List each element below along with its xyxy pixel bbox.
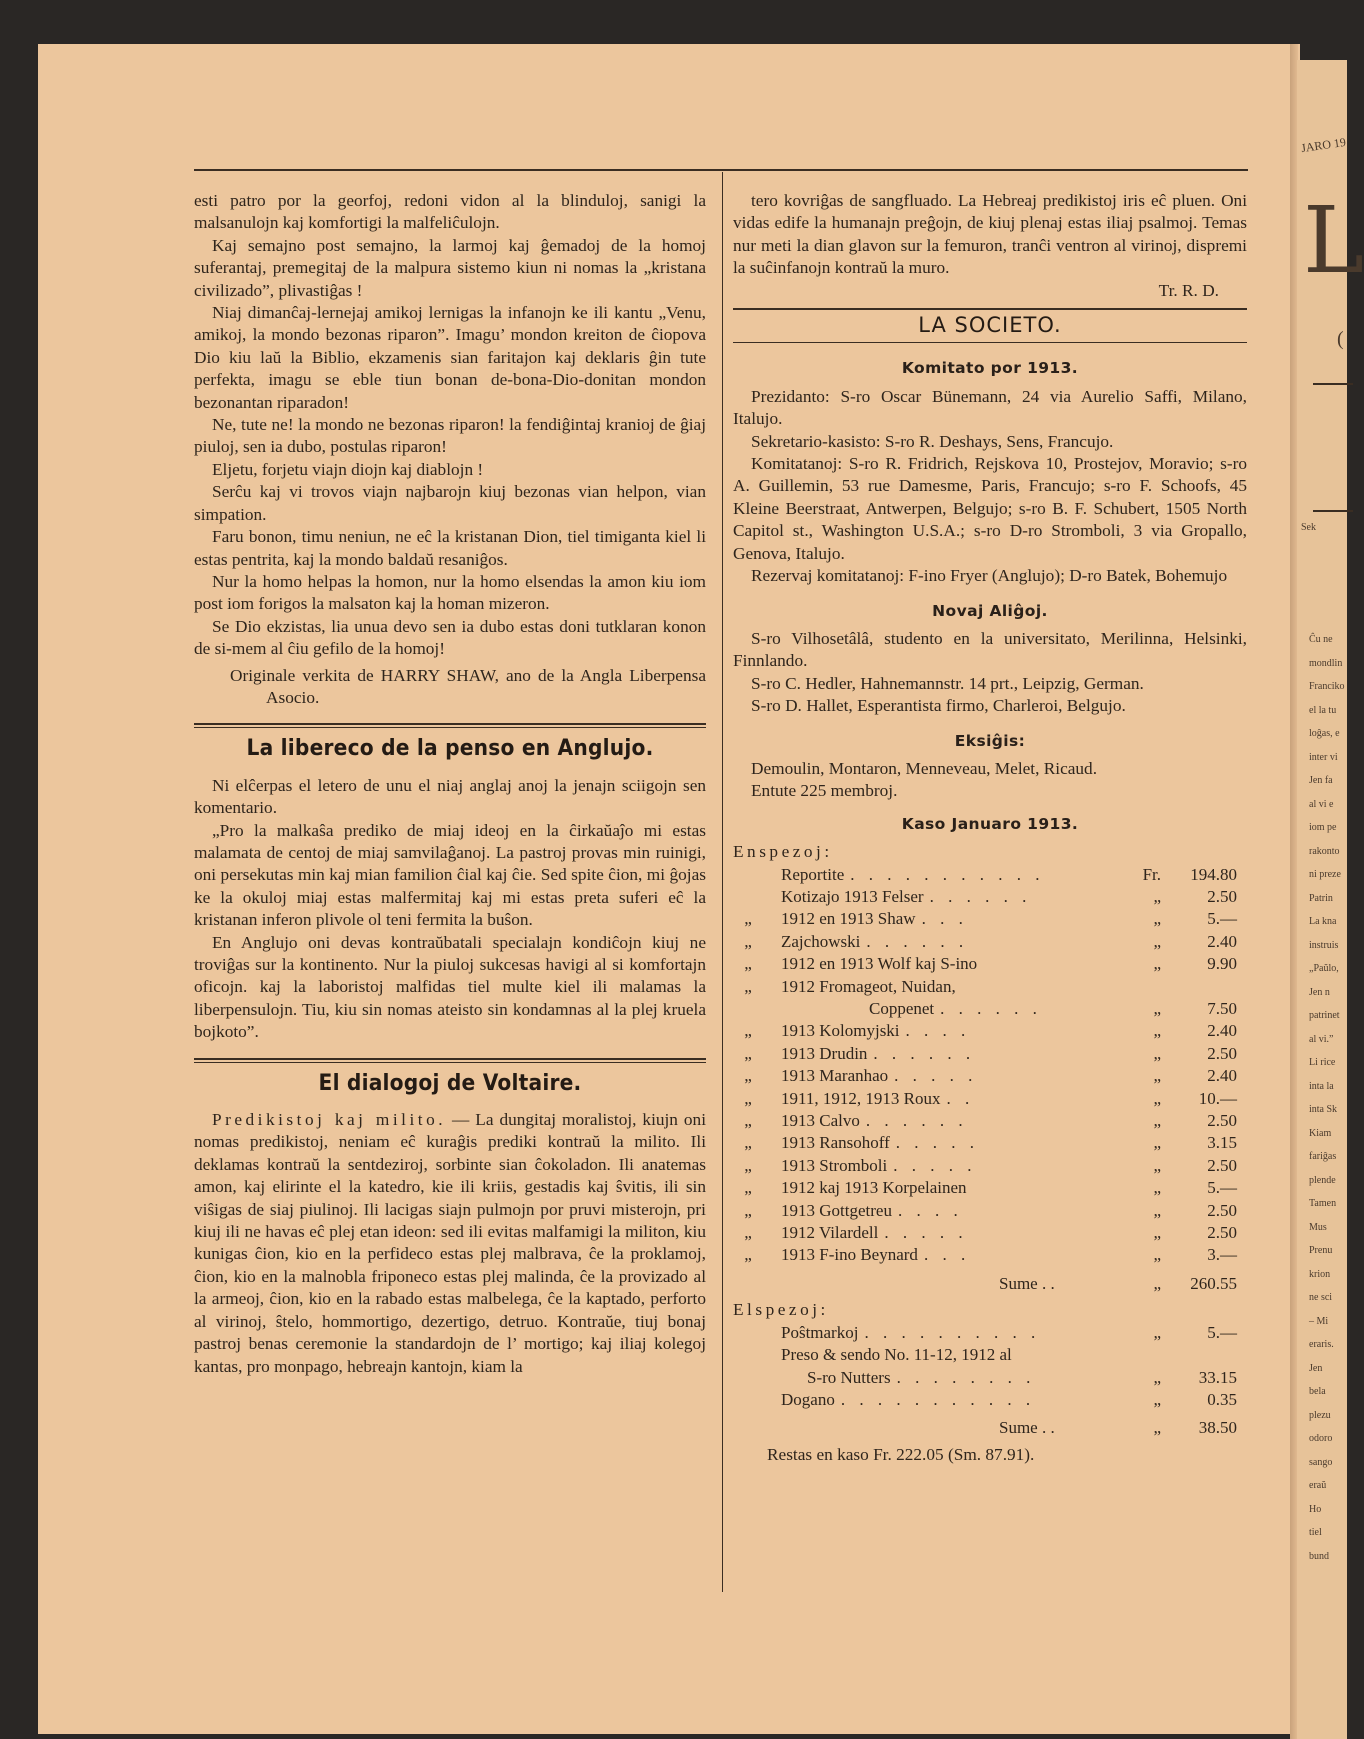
paragraph: Kaj semajno post semajno, la larmoj kaj ĝemadoj de la homoj suferantaj, premegitaj de la malpura sistemo kiun ni nomas la „kristana civilizado”, plivastiĝas ! (194, 235, 706, 300)
expense-row: Preso & sendo No. 11-12, 1912 al (781, 1345, 1012, 1365)
income-row: „ 1912 en 1913 Shaw . . . „ 5.— (744, 909, 1237, 929)
income-label: Enspezoj: (733, 842, 833, 862)
income-row: „ 1912 Fromageot, Nuidan, (744, 976, 956, 996)
committee-list (733, 386, 1247, 588)
income-row: Kotizajo 1913 Felser . . . . . . „ 2.50 (781, 886, 1237, 906)
next-page-line: Patrin (1309, 892, 1333, 904)
paragraph: Ni elĉerpas el letero de unu el niaj anglaj anoj la jenajn sciigojn sen komentario. (194, 775, 706, 818)
new-members-list (733, 628, 1247, 718)
article-title: La libereco de la penso en Anglujo. (246, 736, 654, 762)
income-row: „ 1913 Kolomyjski . . . . „ 2.40 (744, 1021, 1237, 1041)
income-sum-row: Sume . . „ 260.55 (733, 1267, 1247, 1295)
committee-title: Komitato por 1913. (901, 359, 1079, 378)
paragraph: Ne, tute ne! la mondo ne bezonas riparon! la fendiĝintaj kranioj de ĝiaj piuloj, sen ia dubo, postulas riparon! (194, 415, 706, 457)
income-row: „ 1911, 1912, 1913 Roux . . „ 10.— (744, 1088, 1237, 1108)
committee-member: Komitatanoj: S-ro R. Fridrich, Rejskova 10, Prostejov, Moravio; s-ro A. Guillemin, 53 rue Damesme, Paris, Francujo; s-ro F. Schoofs, 45 Kleine Beerstraat, Antwerpen, Belgujo; s-ro B. F. Schubert, 1505 North Capitol st., Washington U.S.A.; s-ro D-ro Stromboli, 3 via Gropallo, Genova, Italujo. (733, 454, 1247, 563)
paragraph: En Anglujo oni devas kontraŭbatali specialajn kondiĉojn kiuj ne troviĝas sur la kontinento. Nur la piuloj sukcesas havigi al si komfortajn oficojn. kaj la laboristoj malfidas tiel multe kiel ili malamas la liberpensulojn. Tiu, kiu sin nomas ateisto sin kondamnas al la plej kruela bojkoto”. (194, 932, 706, 1042)
paragraph: esti patro por la georfoj, redoni vidon al la blinduloj, sanigi la malsanulojn kaj komfortigi la malfeliĉulojn. (194, 191, 706, 233)
next-page-line: el la tu (1309, 704, 1337, 716)
article-lead: Predikistoj kaj milito. (212, 1110, 447, 1130)
committee-member: Sekretario-kasisto: S-ro R. Deshays, Sens, Francujo. (751, 431, 1114, 451)
next-page-header: JARO 19 (1300, 134, 1347, 156)
new-members-title: Novaj Aliĝoj. (932, 601, 1048, 620)
next-page-line: iom pe (1309, 822, 1337, 833)
next-page-line: inta la (1309, 1080, 1334, 1092)
next-page-rule (1313, 383, 1353, 385)
new-member: S-ro C. Hedler, Hahnemannstr. 14 prt., Leipzig, German. (751, 673, 1144, 693)
new-member: S-ro Vilhosetâlâ, studento en la universitato, Merilinna, Helsinki, Finnlando. (733, 628, 1247, 671)
next-page-line: Mus (1309, 1221, 1327, 1233)
paragraph: Faru bonon, timu neniun, ne eĉ la kristanan Dion, tiel timiganta kiel li estas pentrita, kaj la mondo baldaŭ resaniĝos. (194, 527, 706, 569)
next-page-line: Li rice (1309, 1057, 1336, 1068)
income-row: „ 1913 Calvo . . . . . . „ 2.50 (744, 1111, 1237, 1131)
next-page-line: Franciko (1309, 681, 1345, 692)
next-page-line: instruis (1309, 939, 1339, 951)
next-page-line: loĝas, e (1309, 728, 1340, 739)
next-page-line: ni preze (1309, 869, 1341, 880)
next-page-line: odoro (1309, 1433, 1333, 1444)
article-title: El dialogoj de Voltaire. (318, 1070, 582, 1096)
next-page-line: „Paŭlo, (1309, 963, 1339, 974)
next-page-line: bund (1309, 1550, 1329, 1562)
next-page-line: Tamen (1309, 1198, 1337, 1209)
income-table (733, 864, 1247, 1296)
left-column (194, 190, 706, 1378)
next-page-line: Jen fa (1309, 775, 1333, 786)
committee-member: Prezidanto: S-ro Oscar Bünemann, 24 via Aurelio Saffi, Milano, Italujo. (733, 386, 1247, 429)
income-row: „ 1912 Vilardell . . . . . „ 2.50 (744, 1223, 1237, 1243)
income-row: „ 1912 en 1913 Wolf kaj S-ino „ 9.90 (744, 954, 1237, 974)
next-page-line: plende (1309, 1174, 1336, 1186)
next-page-line: Kiam (1309, 1127, 1332, 1139)
section-rule (733, 308, 1247, 310)
paragraph: „Pro la malkaŝa prediko de miaj ideoj en la ĉirkaŭaĵo mi estas malamata de centoj de miaj samvilaĝanoj. La pastroj provas min ruinigi, oni persekutas min kaj mian familion ĉial kaj ĉie. Sed spite ĉion, mi ĝojas ke la okuloj miaj estas malfermitaj kaj mi estas preta suferi eĉ la kristanan inferon plivole ol teni fermita la buŝon. (194, 820, 706, 930)
next-page-line: La kna (1309, 916, 1337, 927)
next-page-line: tiel (1309, 1527, 1322, 1538)
expense-table (733, 1322, 1247, 1440)
next-page-line: al vi e (1309, 798, 1334, 810)
translator-signature: Tr. R. D. (1158, 280, 1219, 300)
article-shaw-text (194, 190, 706, 661)
next-page-line: mondlin (1309, 657, 1343, 669)
treasury-balance: Restas en kaso Fr. 222.05 (Sm. 87.91). (767, 1444, 1035, 1464)
next-page-line: inter vi (1309, 751, 1338, 763)
income-row: „ 1913 Drudin . . . . . . „ 2.50 (744, 1043, 1237, 1063)
next-page-line: Jen (1309, 1362, 1323, 1374)
next-page-line: Jen n (1309, 986, 1330, 998)
article-anglujo-text (194, 775, 706, 1044)
next-page-line: eraŭ (1309, 1480, 1327, 1491)
income-row: „ 1913 Maranhao . . . . . „ 2.40 (744, 1066, 1237, 1086)
expense-sum-row: Sume . . „ 38.50 (733, 1411, 1247, 1439)
next-page-line: Ĉu ne (1309, 634, 1333, 645)
next-page-line: plezu (1309, 1409, 1331, 1421)
next-page-line: patrinet (1309, 1010, 1340, 1021)
next-page-line: – Mi (1309, 1315, 1329, 1327)
next-page-line: ne sci (1309, 1292, 1333, 1303)
income-row: „ Zajchowski . . . . . . „ 2.40 (744, 931, 1237, 951)
expense-row: Dogano . . . . . . . . . . . „ 0.35 (781, 1389, 1237, 1409)
section-rule (194, 723, 706, 728)
article-continuation: tero kovriĝas de sangfluado. La Hebreaj predikistoj iris eĉ pluen. Oni vidas edife la humanajn preĝojn, de kiuj plenaj estas iliaj psalmoj. Temas nur meti la dian glavon sur la femuron, tranĉi ventron al virinoj, dispremi la suĉinfanojn kontraŭ la muro. (733, 191, 1247, 278)
income-sum: 260.55 (1190, 1273, 1237, 1293)
income-row: „ 1913 Gottgetreu . . . . „ 2.50 (744, 1200, 1237, 1220)
expense-label: Elspezoj: (733, 1300, 829, 1320)
section-rule (194, 1058, 706, 1063)
column-divider (722, 172, 723, 1592)
next-page-line: inta Sk (1309, 1104, 1338, 1115)
top-rule (194, 169, 1248, 171)
expense-sum: 38.50 (1198, 1418, 1237, 1438)
new-member: S-ro D. Hallet, Esperantista firmo, Charleroi, Belgujo. (751, 696, 1126, 716)
section-rule (733, 342, 1247, 343)
total-members: Entute 225 membroj. (751, 781, 898, 801)
paragraph: Eljetu, forjetu viajn diojn kaj diablojn ! (212, 459, 484, 479)
committee-member: Rezervaj komitatanoj: F-ino Fryer (Anglujo); D-ro Batek, Bohemujo (751, 566, 1228, 586)
next-page-line: fariĝas (1309, 1151, 1337, 1162)
exits-title: Eksiĝis: (954, 731, 1026, 750)
exits-list: Demoulin, Montaron, Menneveau, Melet, Ricaud. (751, 758, 1098, 778)
right-column (733, 190, 1247, 1466)
expense-row: Poŝtmarkoj . . . . . . . . . . „ 5.— (781, 1322, 1237, 1342)
next-page-rule (1313, 510, 1353, 512)
next-page-line: Prenu (1309, 1245, 1333, 1256)
next-page-line: bela (1309, 1386, 1326, 1397)
income-row: „ 1913 Stromboli . . . . . „ 2.50 (744, 1155, 1237, 1175)
next-page-line: Ho (1309, 1503, 1322, 1515)
income-row: „ 1913 F-ino Beynard . . . „ 3.— (744, 1245, 1237, 1265)
drop-cap: L (1303, 187, 1364, 294)
next-page-line: sango (1309, 1456, 1333, 1468)
next-page-line: al vi.” (1309, 1033, 1334, 1045)
paragraph: Serĉu kaj vi trovos viajn najbarojn kiuj bezonas vian helpon, vian simpation. (194, 482, 706, 524)
paragraph: Se Dio ekzistas, lia unua devo sen ia dubo estas doni tutklaran konon de si-mem al ĉiu gefilo de la homoj! (194, 616, 706, 659)
next-page-line: krion (1309, 1268, 1331, 1280)
article-signature: Originale verkita de HARRY SHAW, ano de la Angla Liberpensa Asocio. (230, 665, 706, 707)
society-title: LA SOCIETO. (918, 313, 1062, 338)
next-page-line: eraris. (1309, 1339, 1334, 1350)
income-row: „ 1913 Ransohoff . . . . . „ 3.15 (744, 1133, 1237, 1153)
income-row: „ 1912 kaj 1913 Korpelainen „ 5.— (744, 1178, 1237, 1198)
article-voltaire-text: Predikistoj kaj milito. — La dungitaj moralistoj, kiujn oni nomas predikistoj, neniam eĉ kuraĝis prediki kontraŭ la milito. Ili deklamas kontraŭ la sentdeziroj, sorbinte sian ĉokoladon. Ili anatemas amon, kaj elirinte el la katedro, kie ili kriis, gestadis kaj ŝvitis, ili sin viŝigas de siaj piulinoj. Ili lacigas siajn pulmojn por pruvi misterojn, pri kiuj ili ne havas eĉ plej etan ideon: sed ili evitas malfamigi la militon, kiu kunigas ĉion, kio en la perfideco estas plej malbrava, ĉe la proklamoj, ĉion, kio en la malnobla friponeco estas plej malinda, ĉe la provizado al la armeoj, ĉion, kio en la rabado estas malbelega, ĉe la kaptado, perforto al virinoj, ŝtelo, hommortigo, dezertigo, detruo. Kontraŭe, tiuj bonaj pastroj benas ceremonie la standardojn de l’ mortigo; kaj iliaj kolegoj kantas, pro monpago, hebreajn kantojn, kiam la (194, 1110, 706, 1376)
income-row: Coppenet . . . . . . „ 7.50 (869, 999, 1237, 1018)
treasury-title: Kaso Januaro 1913. (901, 814, 1079, 833)
expense-row: S-ro Nutters . . . . . . . . „ 33.15 (807, 1367, 1237, 1387)
paragraph: Nur la homo helpas la homon, nur la homo elsendas la amon kiu iom post iom forigos la malsaton kaj la homan mizeron. (194, 571, 706, 614)
next-page-edge: JARO 19 L ( Sek Ĉu ne mondlin Franciko el la tu loĝas, e inter vi Jen fa al vi e iom pe rakonto ni preze Patrin La kna instruis „Paŭlo, Jen n patrinet al vi.” Li rice inta la inta Sk Kiam fariĝas plende Tamen Mus Prenu krion ne sci – Mi eraris. Jen bela plezu odoro sango eraŭ Ho tiel bund (1297, 60, 1347, 1739)
income-row: Reportite . . . . . . . . . . . Fr. 194.80 (781, 864, 1237, 884)
paragraph: Niaj dimanĉaj-lernejaj amikoj lernigas la infanojn ke ili kantu „Venu, amikoj, la mondo bezonas riparon”. Imagu’ mondon kreiton de ĉiopova Dio kiu laŭ la Biblio, ekzamenis sian faritajon kaj deklaris ĝin tute perfekta, imagu se eble tiun bonan de-bona-Dio-donitan mondon bezonantan riparadon! (194, 303, 706, 412)
next-page-line: rakonto (1309, 845, 1340, 857)
